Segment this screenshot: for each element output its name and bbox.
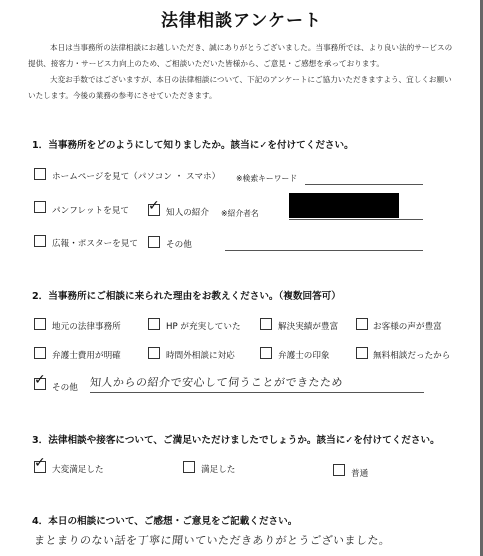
q2-other-handwritten: 知人からの紹介で安心して伺うことができたため bbox=[89, 376, 344, 389]
q1-homepage-checkbox[interactable] bbox=[34, 168, 46, 180]
intro-line-4: いたします。今後の業務の参考にさせていただきます。 bbox=[28, 91, 217, 100]
q1-homepage-label: ホームページを見て（パソコン ・ スマホ） bbox=[52, 172, 221, 182]
q1-keyword-label: ※検索キーワード bbox=[236, 174, 298, 183]
q1-keyword-line[interactable] bbox=[305, 184, 423, 185]
q3-satisfied-checkbox[interactable] bbox=[183, 461, 195, 473]
q3-satisfied-label: 満足した bbox=[201, 465, 236, 475]
q3-normal-checkbox[interactable] bbox=[333, 464, 345, 476]
q2-other-checkbox[interactable] bbox=[34, 372, 46, 390]
q2-local-office-checkbox[interactable] bbox=[34, 318, 46, 330]
q3-title: 3．法律相談や接客について、ご満足いただけましたでしょうか。該当に✓を付けてください。 bbox=[32, 435, 440, 446]
q4-handwritten-comment: まとまりのない話を丁寧に聞いていただきありがとうございました。 bbox=[33, 534, 392, 547]
q2-results-checkbox[interactable] bbox=[260, 318, 272, 330]
q1-pamphlet-label: パンフレットを見て bbox=[52, 206, 129, 216]
q2-free-consult-checkbox[interactable] bbox=[356, 347, 368, 359]
q2-impression-checkbox[interactable] bbox=[260, 347, 272, 359]
q2-customer-voice-label: お客様の声が豊富 bbox=[373, 322, 442, 332]
q2-other-line[interactable] bbox=[90, 392, 424, 393]
q2-results-label: 解決実績が豊富 bbox=[278, 322, 339, 332]
q3-very-satisfied-checkbox[interactable] bbox=[34, 455, 46, 473]
q1-referral-checkbox[interactable] bbox=[148, 198, 160, 216]
q1-referrer-label: ※紹介者名 bbox=[221, 209, 259, 218]
q1-ad-poster-checkbox[interactable] bbox=[34, 235, 46, 247]
intro-line-3: 大変お手数ではございますが、本日の法律相談について、下記のアンケートにご協力いただきますよう、宜しくお願い bbox=[50, 75, 452, 84]
q3-normal-label: 普通 bbox=[351, 469, 369, 479]
q3-very-satisfied-label: 大変満足した bbox=[52, 465, 104, 475]
q2-clear-fees-checkbox[interactable] bbox=[34, 347, 46, 359]
q1-referrer-line[interactable] bbox=[289, 219, 423, 220]
redaction-block bbox=[289, 193, 399, 218]
page-title: 法律相談アンケート bbox=[161, 11, 322, 31]
q2-after-hours-checkbox[interactable] bbox=[148, 347, 160, 359]
check-mark-icon: ✓ bbox=[148, 198, 160, 214]
q1-referral-label: 知人の紹介 bbox=[166, 208, 209, 218]
q2-impression-label: 弁護士の印象 bbox=[278, 351, 330, 361]
q2-hp-rich-checkbox[interactable] bbox=[148, 318, 160, 330]
q2-clear-fees-label: 弁護士費用が明確 bbox=[52, 351, 121, 361]
q2-customer-voice-checkbox[interactable] bbox=[356, 318, 368, 330]
q1-title: 1．当事務所をどのようにして知りましたか。該当に✓を付けてください。 bbox=[32, 140, 354, 151]
q1-other-line[interactable] bbox=[225, 250, 423, 251]
q2-title: 2．当事務所にご相談に来られた理由をお教えください。（複数回答可） bbox=[32, 291, 341, 302]
q1-pamphlet-checkbox[interactable] bbox=[34, 201, 46, 213]
check-mark-icon: ✓ bbox=[34, 455, 46, 471]
q2-other-label: その他 bbox=[52, 383, 78, 393]
q1-other-checkbox[interactable] bbox=[148, 236, 160, 248]
intro-line-1: 本日は当事務所の法律相談にお越しいただき、誠にありがとうございました。当事務所では、より良い法的サービスの bbox=[50, 43, 453, 52]
check-mark-icon: ✓ bbox=[34, 372, 46, 388]
q2-hp-rich-label: HP が充実していた bbox=[166, 322, 241, 332]
q1-ad-poster-label: 広報・ポスターを見て bbox=[52, 239, 138, 249]
q2-local-office-label: 地元の法律事務所 bbox=[52, 322, 121, 332]
q4-title: 4．本日の相談について、ご感想・ご意見をご記載ください。 bbox=[32, 516, 298, 527]
q1-other-label: その他 bbox=[166, 240, 192, 250]
q2-free-consult-label: 無料相談だったから bbox=[373, 351, 451, 361]
intro-line-2: 提供、接客力・サービス力向上のため、ご相談いただいた皆様から、ご意見・ご感想を承っております。 bbox=[28, 59, 384, 68]
q2-after-hours-label: 時間外相談に対応 bbox=[166, 351, 235, 361]
